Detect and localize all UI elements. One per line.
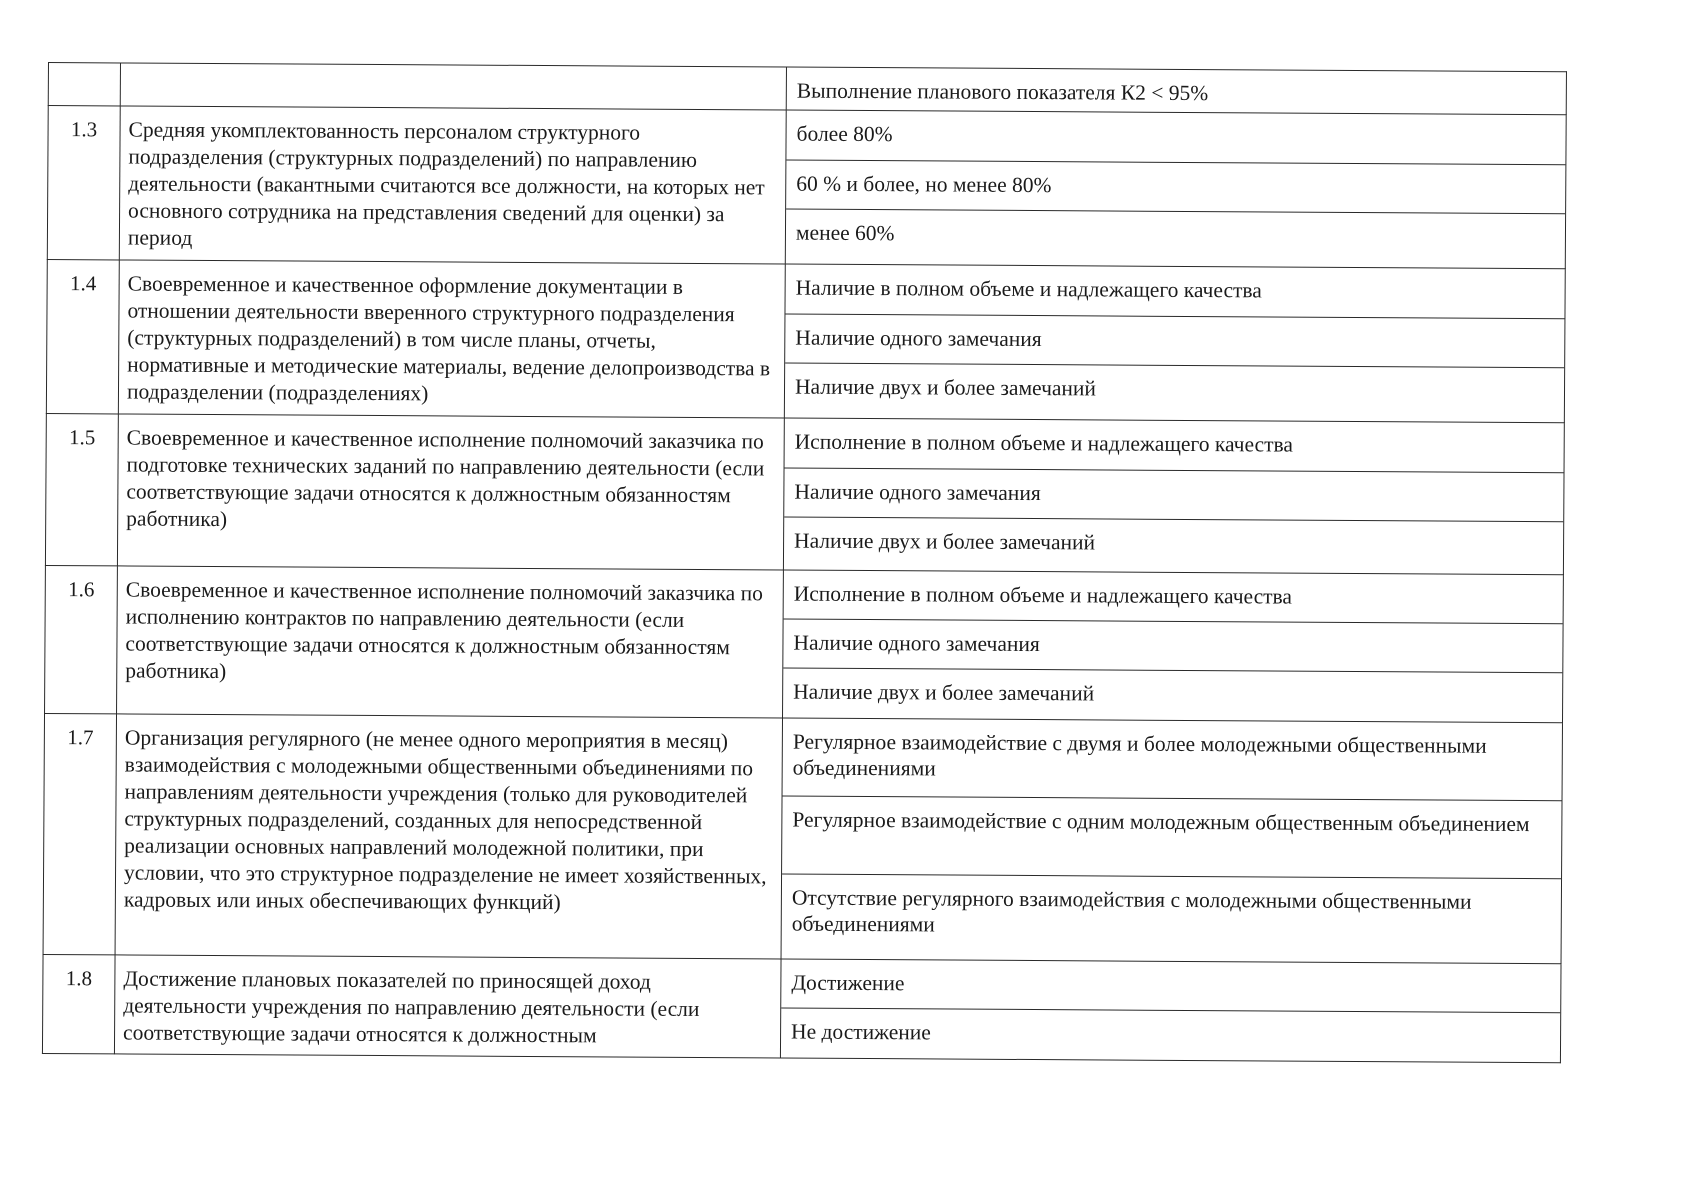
row-description: Своевременное и качественное оформление документации в отношении деятельности вверенного структурного подразделения (структурных подразделений) в том числе планы, отчеты, нормативные и методические материалы, ведение делопроизводства в подразделении (подразделениях) xyxy=(118,260,785,418)
criterion: Наличие двух и более замечаний xyxy=(793,679,1095,706)
criterion: 60 % и более, но менее 80% xyxy=(786,161,1565,215)
row-description xyxy=(120,63,786,110)
criterion: Наличие в полном объеме и надлежащего качества xyxy=(785,265,1564,320)
row-description: Организация регулярного (не менее одного мероприятия в месяц) взаимодействия с молодежными общественными объединениями по направлениям деятельности учреждения (только для руководителей структурных подразделений, созданных для непосредственной реализации основных направлений молодежной политики, при условии, что это структурное подразделение не имеет хозяйственных, кадровых или иных обеспечивающих функций) xyxy=(115,714,782,959)
row-number: 1.7 xyxy=(43,713,116,954)
row-number: 1.8 xyxy=(42,954,115,1053)
table-row-1-8 xyxy=(42,954,1561,1062)
row-number: 1.4 xyxy=(46,259,119,413)
row-description: Средняя укомплектованность персоналом структурного подразделения (структурных подразделений) по направлению деятельности (вакантными считаются все должности, на которых нет основного сотрудника на представления сведений для оценки) за период xyxy=(119,106,786,264)
criterion: более 80% xyxy=(786,111,1565,166)
row-description: Достижение плановых показателей по приносящей доход деятельности учреждения по направлению деятельности (если соответствующие задачи относятся к должностным xyxy=(114,955,781,1058)
criterion: Достижение xyxy=(781,959,1560,1013)
criterion: Регулярное взаимодействие с одним молодежным общественным объединением xyxy=(782,797,1561,880)
row-criteria xyxy=(781,718,1562,964)
row-number: 1.5 xyxy=(45,413,118,565)
criterion: Наличие одного замечания xyxy=(785,315,1564,369)
criteria-table xyxy=(42,62,1567,1063)
table-row-1-4 xyxy=(46,259,1565,422)
criterion: Не достижение xyxy=(791,1019,931,1045)
criterion: Наличие одного замечания xyxy=(783,620,1562,674)
row-criteria xyxy=(786,67,1566,115)
row-criteria xyxy=(785,110,1566,269)
row-description: Своевременное и качественное исполнение полномочий заказчика по подготовке технических заданий по направлению деятельности (если соответствующие задачи относятся к должностным обязанностям работника) xyxy=(117,414,784,570)
criterion: менее 60% xyxy=(795,220,895,246)
row-criteria xyxy=(784,264,1565,423)
criterion: Наличие двух и более замечаний xyxy=(794,374,1097,401)
criterion: Регулярное взаимодействие с двумя и более молодежными общественными объединениями xyxy=(783,719,1562,802)
criterion: Выполнение планового показателя К2 < 95% xyxy=(796,78,1209,106)
row-criteria xyxy=(783,418,1564,575)
table-row-1-6 xyxy=(45,565,1564,722)
criterion: Исполнение в полном объеме и надлежащего качества xyxy=(784,571,1563,625)
row-criteria xyxy=(780,959,1561,1063)
row-number: 1.3 xyxy=(47,106,120,260)
row-number xyxy=(48,63,120,106)
row-criteria xyxy=(783,570,1564,723)
row-number: 1.6 xyxy=(45,565,118,713)
criterion: Наличие двух и более замечаний xyxy=(794,528,1096,555)
table-row-1-7 xyxy=(43,713,1562,963)
criterion: Наличие одного замечания xyxy=(784,469,1563,523)
criterion: Отсутствие регулярного взаимодействия с молодежными общественными объединениями xyxy=(791,885,1472,937)
table-row-1-5 xyxy=(45,413,1564,574)
row-description: Своевременное и качественное исполнение полномочий заказчика по исполнению контрактов по направлению деятельности (если соответствующие задачи относятся к должностным обязанностям работника) xyxy=(117,566,784,718)
criterion: Исполнение в полном объеме и надлежащего качества xyxy=(785,419,1564,474)
table-row-1-3 xyxy=(47,106,1566,269)
